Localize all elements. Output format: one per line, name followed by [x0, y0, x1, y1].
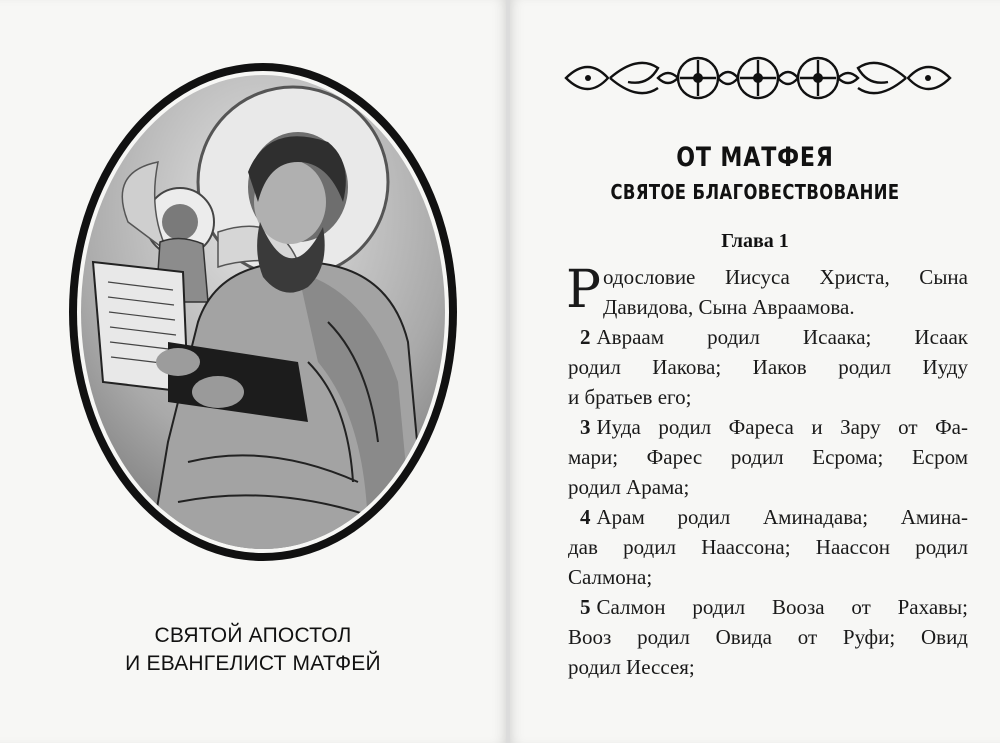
- verse-number: 4: [580, 505, 591, 529]
- chapter-heading: Глава 1: [721, 230, 789, 252]
- verse-line: Арам родил Аминадава; Амина-: [596, 505, 968, 529]
- icon-image-apostle-matthew: [68, 62, 458, 562]
- book-title: ОТ МАТФЕЯ: [676, 142, 834, 173]
- verse-1: [568, 262, 968, 322]
- verse-5: [568, 592, 968, 682]
- verse-number: 3: [580, 415, 591, 439]
- scripture-text: [568, 262, 968, 682]
- verse-3: [568, 412, 968, 502]
- right-page: [510, 0, 1000, 743]
- verse-line: родил Иакова; Иаков родил Иуду: [568, 355, 968, 379]
- verse-line: Давидова, Сына Авраамова.: [603, 295, 855, 319]
- verse-line: Салмон родил Вооза от Рахавы;: [596, 595, 968, 619]
- verse-line: одословие Иисуса Христа, Сына: [603, 265, 968, 289]
- verse-line: Салмона;: [568, 565, 653, 589]
- verse-2: [568, 322, 968, 412]
- drop-cap: Р: [566, 260, 601, 320]
- caption-line-1: СВЯТОЙ АПОСТОЛ: [154, 624, 352, 647]
- verse-line: родил Иессея;: [568, 655, 695, 679]
- verse-line: Вооз родил Овида от Руфи; Овид: [568, 625, 968, 649]
- verse-line: Авраам родил Исаака; Исаак: [596, 325, 968, 349]
- verse-line: мари; Фарес родил Есрома; Есром: [568, 445, 968, 469]
- verse-line: и братьев его;: [568, 385, 692, 409]
- verse-line: родил Арама;: [568, 475, 690, 499]
- book-subtitle: СВЯТОЕ БЛАГОВЕСТВОВАНИЕ: [610, 180, 900, 204]
- verse-line: дав родил Наассона; Наассон родил: [568, 535, 968, 559]
- ornament-headpiece: [558, 46, 958, 106]
- verse-number: 5: [580, 595, 591, 619]
- verse-line: Иуда родил Фареса и Зару от Фа-: [596, 415, 968, 439]
- caption-line-2: И ЕВАНГЕЛИСТ МАТФЕЙ: [125, 652, 381, 675]
- verse-number: 2: [580, 325, 591, 349]
- verse-4: [568, 502, 968, 592]
